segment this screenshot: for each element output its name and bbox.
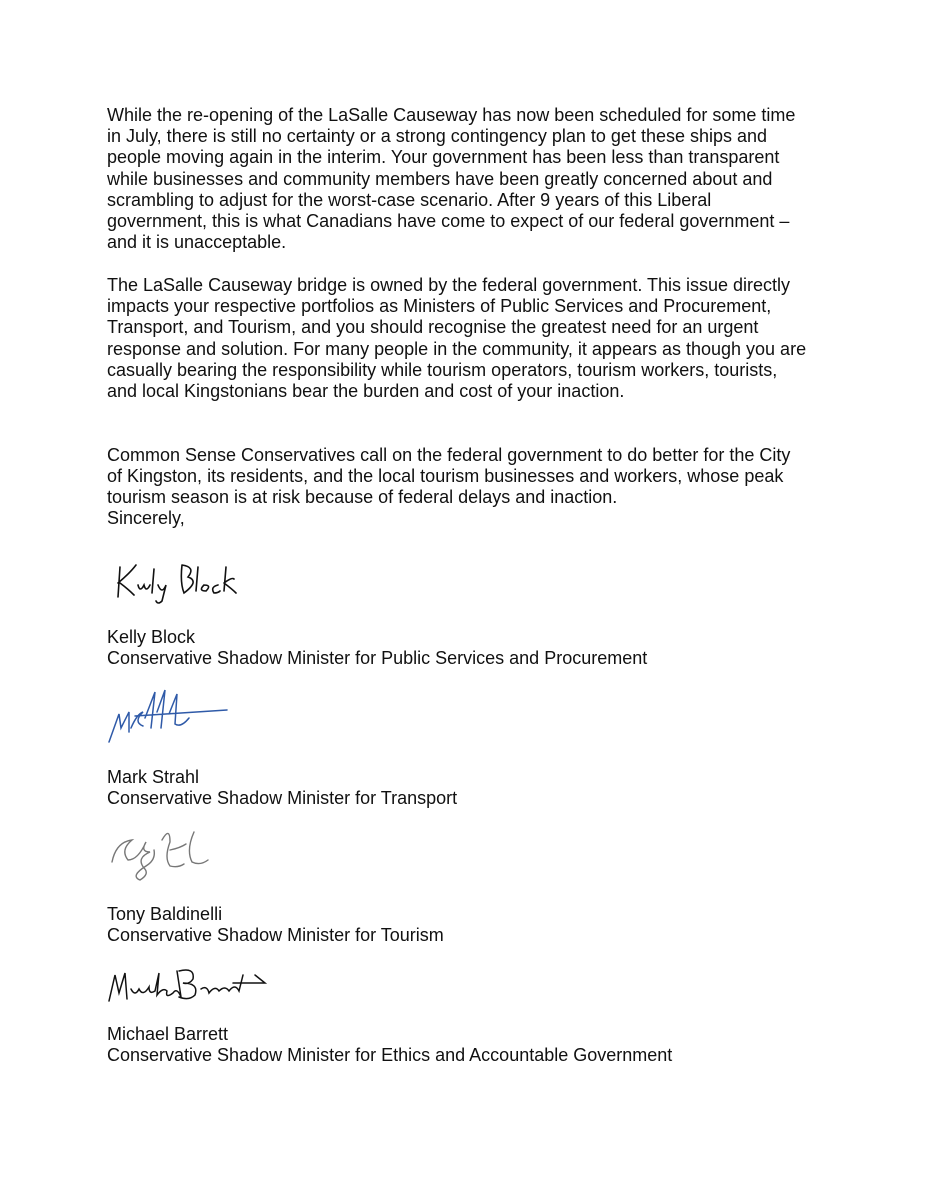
text-line: tourism season is at risk because of federal delays and inaction.: [107, 487, 618, 508]
signatory-block-1: [107, 627, 647, 669]
paragraph-1: [107, 105, 795, 253]
signatory-name: Michael Barrett: [107, 1024, 229, 1044]
text-line: Common Sense Conservatives call on the federal government to do better for the City: [107, 445, 791, 465]
text-line: while businesses and community members have been greatly concerned about and: [107, 168, 773, 189]
paragraph-2: [107, 275, 806, 402]
text-line: Transport, and Tourism, and you should recognise the greatest need for an urgent: [107, 317, 759, 338]
text-line: in July, there is still no certainty or a strong contingency plan to get these ships and: [107, 126, 768, 147]
signatory-block-3: [107, 904, 444, 946]
signatory-title: Conservative Shadow Minister for Public Services and Procurement: [107, 648, 648, 669]
signature-tony-baldinelli: [108, 828, 218, 883]
text-line: While the re-opening of the LaSalle Causeway has now been scheduled for some time: [107, 105, 796, 125]
text-line: impacts your respective portfolios as Ministers of Public Services and Procurement,: [107, 296, 772, 317]
signatory-title: Conservative Shadow Minister for Tourism: [107, 925, 444, 946]
signatory-title: Conservative Shadow Minister for Ethics and Accountable Government: [107, 1045, 673, 1066]
signatory-block-4: [107, 1024, 672, 1066]
text-line: The LaSalle Causeway bridge is owned by the federal government. This issue directly: [107, 275, 791, 295]
text-line: and local Kingstonians bear the burden and cost of your inaction.: [107, 380, 625, 401]
signatory-name: Kelly Block: [107, 627, 196, 647]
text-line: scrambling to adjust for the worst-case scenario. After 9 years of this Liberal: [107, 189, 712, 210]
signature-michael-barrett: [105, 965, 270, 1007]
signatory-title: Conservative Shadow Minister for Transport: [107, 788, 458, 809]
paragraph-3: [107, 445, 790, 509]
text-line: people moving again in the interim. Your government has been less than transparent: [107, 147, 780, 168]
text-line: and it is unacceptable.: [107, 232, 287, 253]
closing: Sincerely,: [107, 508, 185, 528]
signature-kelly-block: [112, 555, 262, 605]
text-line: response and solution. For many people in the community, it appears as though you are: [107, 338, 807, 359]
signature-mark-strahl: [105, 688, 235, 748]
text-line: casually bearing the responsibility while tourism operators, tourism workers, tourists,: [107, 359, 778, 380]
text-line: of Kingston, its residents, and the local tourism businesses and workers, whose peak: [107, 466, 784, 487]
signatory-name: Tony Baldinelli: [107, 904, 223, 924]
signatory-name: Mark Strahl: [107, 767, 200, 787]
signatory-block-2: [107, 767, 457, 809]
text-line: government, this is what Canadians have come to expect of our federal government –: [107, 210, 790, 231]
